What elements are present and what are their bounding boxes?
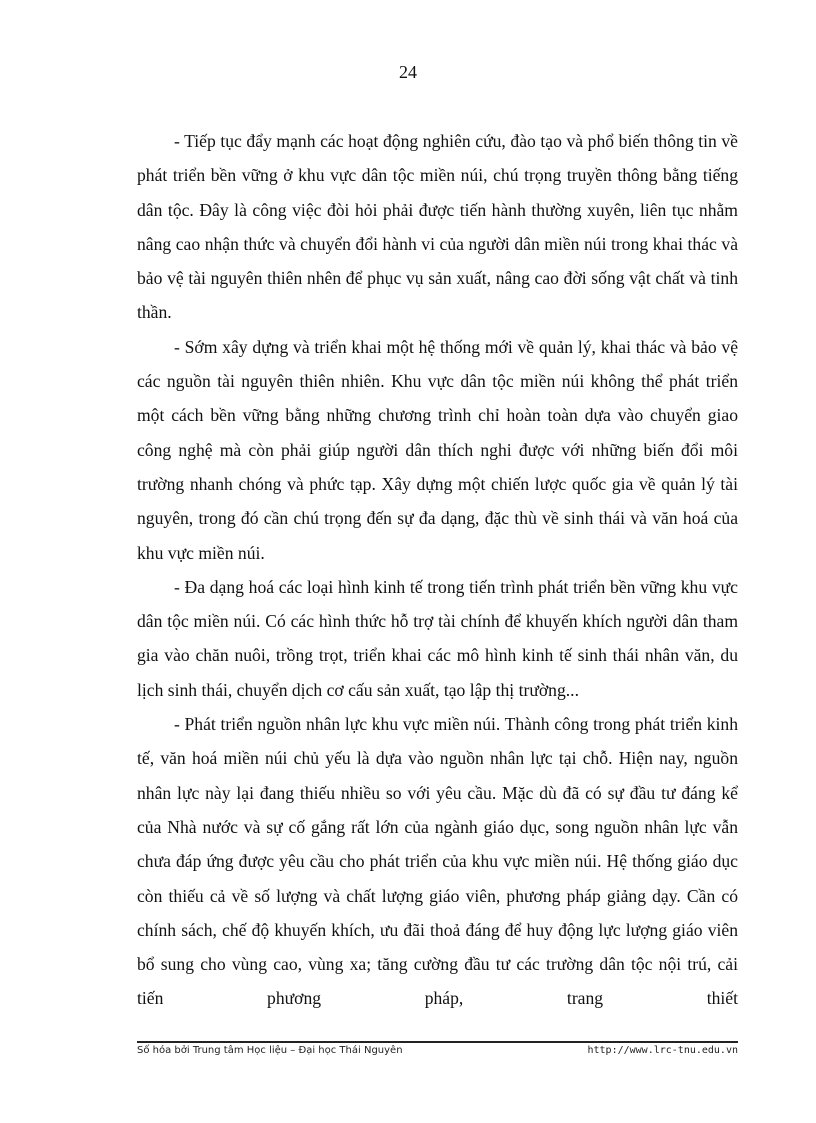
body-text <box>137 124 738 1016</box>
footer-source-text: Số hóa bởi Trung tâm Học liệu – Đại học Thái Nguyên <box>137 1045 403 1056</box>
page-footer <box>137 1045 738 1056</box>
paragraph-resource-management: - Sớm xây dựng và triển khai một hệ thống mới về quản lý, khai thác và bảo vệ các nguồn tài nguyên thiên nhiên. Khu vực dân tộc miền núi không thể phát triển một cách bền vững bằng những chương trình chỉ hoàn toàn dựa vào chuyển giao công nghệ mà còn phải giúp người dân thích nghi được với những biến đổi môi trường nhanh chóng và phức tạp. Xây dựng một chiến lược quốc gia về quản lý tài nguyên, trong đó cần chú trọng đến sự đa dạng, đặc thù về sinh thái và văn hoá của khu vực miền núi. <box>137 336 738 563</box>
paragraph-human-resources: - Phát triển nguồn nhân lực khu vực miền núi. Thành công trong phát triển kinh tế, văn hoá miền núi chủ yếu là dựa vào nguồn nhân lực tại chỗ. Hiện nay, nguồn nhân lực này lại đang thiếu nhiều so với yêu cầu. Mặc dù đã có sự đầu tư đáng kể của Nhà nước và sự cố gắng rất lớn của ngành giáo dục, song nguồn nhân lực vẫn chưa đáp ứng được yêu cầu cho phát triển của khu vực miền núi. Hệ thống giáo dục còn thiếu cả về số lượng và chất lượng giáo viên, phương pháp giảng dạy. Cần có chính sách, chế độ khuyến khích, ưu đãi thoả đáng để huy động lực lượng giáo viên bổ sung cho vùng cao, vùng xa; tăng cường đầu tư các trường dân tộc nội trú, cải tiến phương pháp, trang thiết <box>137 714 738 1009</box>
paragraph-economic-diversification: - Đa dạng hoá các loại hình kinh tế trong tiến trình phát triển bền vững khu vực dân tộc miền núi. Có các hình thức hỗ trợ tài chính để khuyến khích người dân tham gia vào chăn nuôi, trồng trọt, triển khai các mô hình kinh tế sinh thái nhân văn, du lịch sinh thái, chuyển dịch cơ cấu sản xuất, tạo lập thị trường... <box>137 576 738 700</box>
footer-divider <box>137 1041 738 1043</box>
paragraph-research-dissemination: - Tiếp tục đẩy mạnh các hoạt động nghiên cứu, đào tạo và phổ biến thông tin về phát triển bền vững ở khu vực dân tộc miền núi, chú trọng truyền thông bằng tiếng dân tộc. Đây là công việc đòi hỏi phải được tiến hành thường xuyên, liên tục nhằm nâng cao nhận thức và chuyển đổi hành vi của người dân miền núi trong khai thác và bảo vệ tài nguyên thiên nhên để phục vụ sản xuất, nâng cao đời sống vật chất và tinh thần. <box>137 131 738 323</box>
footer-url-link[interactable]: http://www.lrc-tnu.edu.vn <box>587 1045 738 1056</box>
page-number: 24 <box>399 62 417 82</box>
